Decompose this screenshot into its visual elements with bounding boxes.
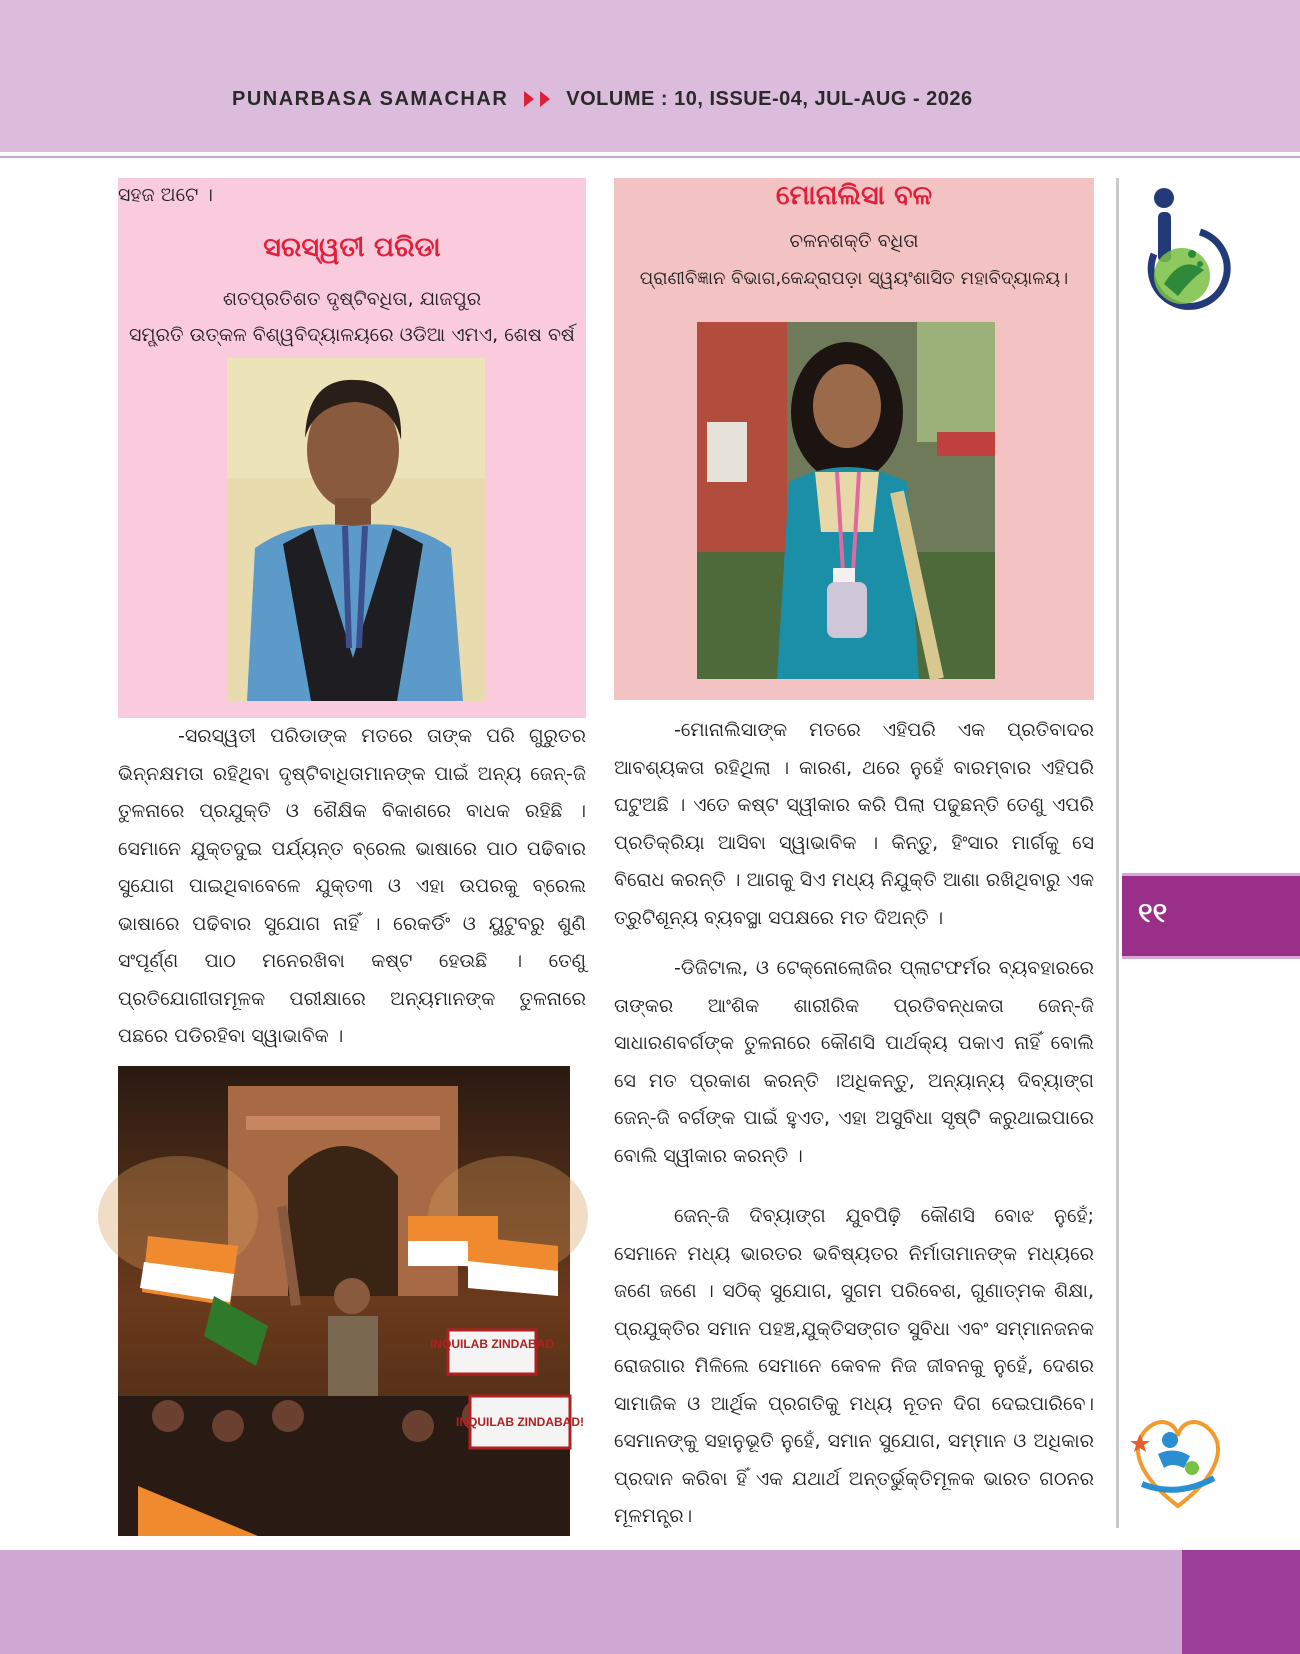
- page-number-tab: [1122, 873, 1300, 959]
- footer-accent: [1182, 1550, 1300, 1654]
- saraswati-opinion-paragraph: [118, 718, 586, 1056]
- profile-detail-line-2: ସମ୍ପ୍ରତି ଉତ୍କଳ ବିଶ୍ୱବିଦ୍ୟାଳୟରେ ଓଡିଆ ଏମଏ, ଶେଷ ବର୍ଷ: [129, 324, 575, 346]
- arrow-separator-icon: [524, 91, 550, 107]
- page-number: ୧୧: [1138, 896, 1168, 929]
- profile-detail-line-1: ଶତପ୍ରତିଶତ ଦୃଷ୍ଟିବଧିତା, ଯାଜପୁର: [222, 288, 482, 310]
- profile-detail-line-2: ପ୍ରାଣୀବିଜ୍ଞାନ ବିଭାଗ,କେନ୍ଦ୍ରାପଡ଼ା ସ୍ୱୟଂଶାସିତ ମହାବିଦ୍ୟାଳୟ।: [639, 268, 1069, 289]
- protest-sign-1: INQUILAB ZINDABAD: [430, 1337, 554, 1351]
- profile-detail-line-1: ଚଳନଶକ୍ତି ବଧିତା: [789, 230, 919, 252]
- side-rule: [1116, 178, 1119, 1528]
- inclusion-logo-icon: [1128, 1406, 1228, 1514]
- paragraph-text: ଜେନ୍-ଜି ଦିବ୍ୟାଙ୍ଗ ଯୁବପିଢ଼ି କୌଣସି ବୋଝ ନୁହେଁ; ସେମାନେ ମଧ୍ୟ ଭାରତର ଭବିଷ୍ୟତର ନିର୍ମାତାମାନଙ୍କ ମଧ୍ୟରେ ଜଣେ ଜଣେ । ସଠିକ୍ ସୁଯୋଗ, ସୁଗମ ପରିବେଶ, ଗୁଣାତ୍ମକ ଶିକ୍ଷା, ପ୍ରଯୁକ୍ତିର ସମାନ ପହଞ୍ଚ,ଯୁକ୍ତିସଙ୍ଗତ ସୁବିଧା ଏବଂ ସମ୍ମାନଜନକ ରୋଜଗାର ମିଳିଲେ ସେମାନେ କେବଳ ନିଜ ଜୀବନକୁ ନୁହେଁ, ଦେଶର ସାମାଜିକ ଓ ଆର୍ଥିକ ପ୍ରଗତିକୁ ମଧ୍ୟ ନୂତନ ଦିଗ ଦେଇପାରିବେ। ସେମାନଙ୍କୁ ସହାନୁଭୂତି ନୁହେଁ, ସମାନ ସୁଯୋଗ, ସମ୍ମାନ ଓ ଅଧିକାର ପ୍ରଦାନ କରିବା ହିଁ ଏକ ଯଥାର୍ଥ ଅନ୍ତର୍ଭୁକ୍ତିମୂଳକ ଭାରତ ଗଠନର ମୂଳମନ୍ତ୍ର।: [614, 1205, 1094, 1527]
- footer-band: [0, 1550, 1300, 1654]
- publication-name: PUNARBASA SAMACHAR: [232, 87, 509, 110]
- paragraph-text: -ଡିଜିଟାଲ, ଓ ଟେକ୍ନୋଲୋଜିର ପ୍ଲାଟଫର୍ମର ବ୍ୟବହାରରେ ତାଙ୍କର ଆଂଶିକ ଶାରୀରିକ ପ୍ରତିବନ୍ଧକତା ଜେନ୍-ଜି ସାଧାରଣବର୍ଗଙ୍କ ତୁଳନାରେ କୌଣସି ପାର୍ଥକ୍ୟ ପକାଏ ନାହିଁ ବୋଲି ସେ ମତ ପ୍ରକାଶ କରନ୍ତି ।ଅଧିକନ୍ତୁ, ଅନ୍ୟାନ୍ୟ ଦିବ୍ୟାଙ୍ଗ ଜେନ୍-ଜି ବର୍ଗଙ୍କ ପାଇଁ ହୁଏତ, ଏହା ଅସୁବିଧା ସୃଷ୍ଟି କରୁଥାଇପାରେ ବୋଲି ସ୍ୱୀକାର କରନ୍ତି ।: [614, 957, 1094, 1167]
- paragraph-text: -ସରସ୍ୱତୀ ପରିଡାଙ୍କ ମତରେ ତାଙ୍କ ପରି ଗୁରୁତର ଭିନ୍ନକ୍ଷମତା ରହିଥିବା ଦୃଷ୍ଟିବାଧିତାମାନଙ୍କ ପାଇଁ ଅନ୍ୟ ଜେନ୍-ଜି ତୁଳନାରେ ପ୍ରଯୁକ୍ତି ଓ ଶୈକ୍ଷିକ ବିକାଶରେ ବାଧକ ରହିଛି । ସେମାନେ ଯୁକ୍ତଦୁଇ ପର୍ଯ୍ୟନ୍ତ ବ୍ରେଲ ଭାଷାରେ ପାଠ ପଢିବାର ସୁଯୋଗ ପାଇଥିବାବେଳେ ଯୁକ୍ତ୩ ଓ ଏହା ଉପରକୁ ବ୍ରେଲ ଭାଷାରେ ପଢିବାର ସୁଯୋଗ ନାହିଁ । ରେକର୍ଡିଂ ଓ ୟୁଟୁବରୁ ଶୁଣି ସଂପୂର୍ଣ୍ଣ ପାଠ ମନେରଖିବା କଷ୍ଟ ହେଉଛି । ତେଣୁ ପ୍ରତିଯୋଗୀତାମୂଳକ ପରୀକ୍ଷାରେ ଅନ୍ୟମାନଙ୍କ ତୁଳନାରେ ପଛରେ ପଡିରହିବା ସ୍ୱାଭାବିକ ।: [118, 725, 586, 1047]
- paragraph-text: -ମୋନାଲିସାଙ୍କ ମତରେ ଏହିପରି ଏକ ପ୍ରତିବାଦର ଆବଶ୍ୟକତା ରହିଥିଲା । କାରଣ, ଥରେ ନୁହେଁ ବାରମ୍ବାର ଏହିପରି ଘଟୁଅଛି । ଏତେ କଷ୍ଟ ସ୍ୱୀକାର କରି ପିଲା ପଢୁଛନ୍ତି ତେଣୁ ଏପରି ପ୍ରତିକ୍ରିୟା ଆସିବା ସ୍ୱାଭାବିକ । କିନ୍ତୁ, ହିଂସାର ମାର୍ଗକୁ ସେ ବିରୋଧ କରନ୍ତି । ଆଗକୁ ସିଏ ମଧ୍ୟ ନିଯୁକ୍ତି ଆଶା ରଖିଥିବାରୁ ଏକ ତ୍ରୁଟିଶୂନ୍ୟ ବ୍ୟବସ୍ଥା ସପକ୍ଷରେ ମତ ଦିଅନ୍ତି ।: [614, 719, 1094, 929]
- digital-technology-paragraph: [614, 950, 1094, 1175]
- header-band: [0, 0, 1300, 152]
- profile-name-saraswati: ସରସ୍ୱତୀ ପରିଡା: [263, 232, 441, 263]
- accessibility-logo-icon: [1134, 184, 1220, 324]
- photo-monalisa: [697, 322, 995, 679]
- conclusion-paragraph: [614, 1198, 1094, 1536]
- photo-saraswati: [227, 358, 485, 701]
- masthead: [232, 84, 973, 114]
- profile-name-monalisa: ମୋନାଲିସା ବଳ: [775, 180, 933, 211]
- header-rule: [0, 156, 1300, 158]
- photo-protest: [118, 1066, 584, 1536]
- protest-sign-2: INQUILAB ZINDABAD!: [456, 1415, 584, 1429]
- continued-text: ସହଜ ଅଟେ ।: [118, 184, 213, 206]
- issue-info: VOLUME : 10, ISSUE-04, JUL-AUG - 2026: [566, 87, 973, 110]
- monalisa-opinion-paragraph: [614, 712, 1094, 937]
